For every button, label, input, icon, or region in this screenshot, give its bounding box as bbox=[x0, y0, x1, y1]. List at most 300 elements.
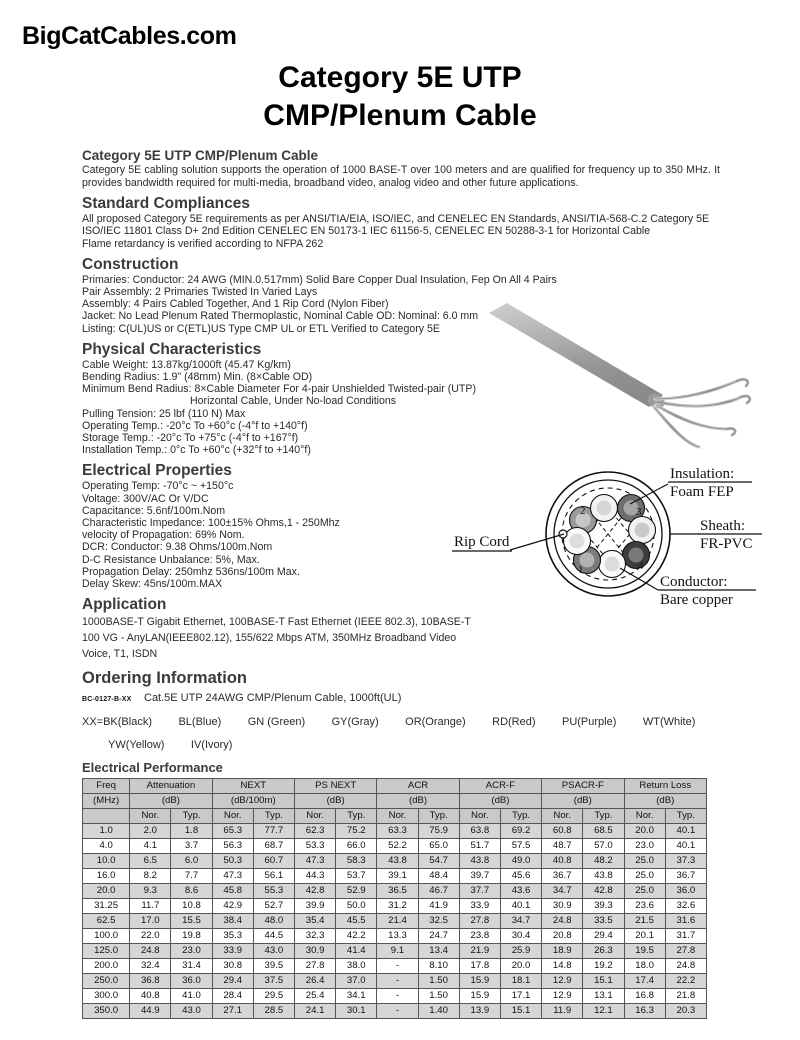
table-cell: 8.10 bbox=[418, 959, 459, 974]
table-cell: 26.3 bbox=[583, 944, 624, 959]
table-cell: 34.7 bbox=[500, 914, 541, 929]
table-cell: 69.2 bbox=[500, 824, 541, 839]
table-cell: 50.0 bbox=[336, 899, 377, 914]
table-cell: 39.7 bbox=[459, 869, 500, 884]
cell-frequency: 100.0 bbox=[83, 929, 130, 944]
table-cell: 17.8 bbox=[459, 959, 500, 974]
table-cell: 32.5 bbox=[418, 914, 459, 929]
th-unit-attenuation: (dB) bbox=[130, 794, 212, 809]
pair-label-2: 2 bbox=[580, 505, 586, 517]
table-cell: 20.1 bbox=[624, 929, 665, 944]
table-cell: 18.0 bbox=[624, 959, 665, 974]
color-option-6: PU(Purple) bbox=[561, 716, 617, 729]
table-header-row-group-names bbox=[83, 779, 707, 794]
table-cell: 17.4 bbox=[624, 974, 665, 989]
construction-heading: Construction bbox=[82, 255, 179, 273]
th-sub-attenuation-nor: Nor. bbox=[130, 809, 171, 824]
table-cell: 39.3 bbox=[583, 899, 624, 914]
table-cell: 36.8 bbox=[130, 974, 171, 989]
ordering-information-heading: Ordering Information bbox=[82, 669, 247, 688]
th-unit-acr: (dB) bbox=[377, 794, 459, 809]
table-cell: 63.3 bbox=[377, 824, 418, 839]
table-cell: 15.9 bbox=[459, 989, 500, 1004]
table-cell: 27.8 bbox=[665, 944, 706, 959]
table-cell: - bbox=[377, 1004, 418, 1019]
th-sub-acr-nor: Nor. bbox=[377, 809, 418, 824]
table-cell: 42.8 bbox=[583, 884, 624, 899]
table-cell: 39.5 bbox=[253, 959, 294, 974]
cell-frequency: 350.0 bbox=[83, 1004, 130, 1019]
table-cell: 42.9 bbox=[212, 899, 253, 914]
table-cell: 24.8 bbox=[542, 914, 583, 929]
table-cell: 37.5 bbox=[253, 974, 294, 989]
table-cell: 27.8 bbox=[294, 959, 335, 974]
table-cell: 56.3 bbox=[212, 839, 253, 854]
table-cell: 30.9 bbox=[542, 899, 583, 914]
table-cell: 20.0 bbox=[500, 959, 541, 974]
table-row bbox=[83, 959, 707, 974]
table-cell: 25.4 bbox=[294, 989, 335, 1004]
cell-frequency: 10.0 bbox=[83, 854, 130, 869]
table-cell: 9.1 bbox=[377, 944, 418, 959]
table-cell: 21.8 bbox=[665, 989, 706, 1004]
electrical-line-6: D-C Resistance Unbalance: 5%, Max. bbox=[82, 553, 260, 566]
electrical-line-5: DCR: Conductor: 9.38 Ohms/100m.Nom bbox=[82, 541, 273, 554]
table-cell: 36.0 bbox=[171, 974, 212, 989]
standard-compliances-line-0: All proposed Category 5E requirements as per ANSI/TIA/EIA, ISO/IEC, and CENELEC EN Standards, ANSI/TIA-568-C.2 Category 5E bbox=[82, 213, 710, 226]
intro-heading: Category 5E UTP CMP/Plenum Cable bbox=[82, 148, 319, 163]
table-cell: 20.3 bbox=[665, 1004, 706, 1019]
color-option-5: RD(Red) bbox=[492, 716, 536, 729]
table-cell: 34.1 bbox=[336, 989, 377, 1004]
standard-compliances-line-1: ISO/IEC 11801 Class D+ 2nd Edition CENELEC EN 50173-1 IEC 61156-5, CENELEC EN 50288-3-1 for Horizontal Cable bbox=[82, 225, 651, 238]
table-cell: 13.4 bbox=[418, 944, 459, 959]
construction-line-1: Pair Assembly: 2 Primaries Twisted In Varied Lays bbox=[82, 286, 318, 298]
table-cell: 45.5 bbox=[336, 914, 377, 929]
table-cell: 7.7 bbox=[171, 869, 212, 884]
table-cell: 6.0 bbox=[171, 854, 212, 869]
table-cell: 15.5 bbox=[171, 914, 212, 929]
pair-label-4: 4 bbox=[638, 560, 644, 572]
ordering-description: Cat.5E UTP 24AWG CMP/Plenum Cable, 1000ft(UL) bbox=[144, 692, 402, 705]
table-cell: 75.2 bbox=[336, 824, 377, 839]
table-cell: 40.8 bbox=[130, 989, 171, 1004]
electrical-performance-table bbox=[82, 778, 707, 1019]
table-cell: 29.4 bbox=[212, 974, 253, 989]
table-cell: 24.8 bbox=[665, 959, 706, 974]
th-group-next: NEXT bbox=[212, 779, 294, 794]
table-cell: 56.1 bbox=[253, 869, 294, 884]
table-cell: 21.5 bbox=[624, 914, 665, 929]
table-cell: 38.0 bbox=[336, 959, 377, 974]
table-cell: 18.1 bbox=[500, 974, 541, 989]
electrical-line-0: Operating Temp: -70°c ~ +150°c bbox=[82, 480, 234, 493]
table-cell: 21.9 bbox=[459, 944, 500, 959]
electrical-line-7: Propagation Delay: 250mhz 536ns/100m Max. bbox=[82, 565, 300, 578]
table-cell: 12.9 bbox=[542, 989, 583, 1004]
table-cell: 3.7 bbox=[171, 839, 212, 854]
table-cell: 40.1 bbox=[665, 839, 706, 854]
table-row bbox=[83, 1004, 707, 1019]
table-cell: 2.0 bbox=[130, 824, 171, 839]
table-cell: 48.0 bbox=[253, 914, 294, 929]
table-cell: 27.1 bbox=[212, 1004, 253, 1019]
table-cell: 43.6 bbox=[500, 884, 541, 899]
table-cell: 49.0 bbox=[500, 854, 541, 869]
table-cell: 47.3 bbox=[294, 854, 335, 869]
table-cell: 24.7 bbox=[418, 929, 459, 944]
table-cell: 9.3 bbox=[130, 884, 171, 899]
table-cell: 29.5 bbox=[253, 989, 294, 1004]
table-cell: 68.5 bbox=[583, 824, 624, 839]
table-cell: 47.3 bbox=[212, 869, 253, 884]
table-cell: 22.0 bbox=[130, 929, 171, 944]
table-cell: 8.2 bbox=[130, 869, 171, 884]
table-row bbox=[83, 839, 707, 854]
physical-line-6: Storage Temp.: -20°c To +75°c (-4°f to +167°f) bbox=[82, 432, 299, 445]
table-cell: 11.7 bbox=[130, 899, 171, 914]
table-cell: 1.8 bbox=[171, 824, 212, 839]
table-cell: 1.50 bbox=[418, 989, 459, 1004]
table-cell: 13.9 bbox=[459, 1004, 500, 1019]
table-cell: 44.5 bbox=[253, 929, 294, 944]
electrical-properties-heading: Electrical Properties bbox=[82, 462, 232, 480]
table-cell: 27.8 bbox=[459, 914, 500, 929]
table-cell: 60.7 bbox=[253, 854, 294, 869]
table-cell: 51.7 bbox=[459, 839, 500, 854]
table-header bbox=[83, 779, 707, 824]
cell-frequency: 125.0 bbox=[83, 944, 130, 959]
th-sub-attenuation-typ: Typ. bbox=[171, 809, 212, 824]
table-cell: 35.4 bbox=[294, 914, 335, 929]
table-body bbox=[83, 824, 707, 1019]
table-cell: 20.0 bbox=[624, 824, 665, 839]
table-cell: 13.3 bbox=[377, 929, 418, 944]
table-cell: 24.8 bbox=[130, 944, 171, 959]
table-cell: 66.0 bbox=[336, 839, 377, 854]
th-sub-next-nor: Nor. bbox=[212, 809, 253, 824]
table-cell: 36.0 bbox=[665, 884, 706, 899]
physical-line-7: Installation Temp.: 0°c To +60°c (+32°f to +140°f) bbox=[82, 444, 311, 457]
table-cell: 21.4 bbox=[377, 914, 418, 929]
color-option-7: WT(White) bbox=[642, 716, 696, 729]
table-cell: - bbox=[377, 989, 418, 1004]
table-row bbox=[83, 944, 707, 959]
table-header-row-subheaders bbox=[83, 809, 707, 824]
table-cell: 42.8 bbox=[294, 884, 335, 899]
physical-characteristics-list bbox=[82, 359, 722, 457]
page-title bbox=[0, 62, 800, 132]
table-cell: 41.0 bbox=[171, 989, 212, 1004]
cell-frequency: 1.0 bbox=[83, 824, 130, 839]
table-row bbox=[83, 974, 707, 989]
th-sub-next-typ: Typ. bbox=[253, 809, 294, 824]
table-cell: 52.7 bbox=[253, 899, 294, 914]
table-cell: 15.1 bbox=[583, 974, 624, 989]
table-cell: 57.0 bbox=[583, 839, 624, 854]
th-unit-return-loss: (dB) bbox=[624, 794, 706, 809]
table-cell: 37.3 bbox=[665, 854, 706, 869]
table-header-row-units bbox=[83, 794, 707, 809]
th-unit-freq: (MHz) bbox=[83, 794, 130, 809]
cell-frequency: 20.0 bbox=[83, 884, 130, 899]
table-cell: 26.4 bbox=[294, 974, 335, 989]
table-cell: 33.9 bbox=[212, 944, 253, 959]
table-cell: 25.0 bbox=[624, 884, 665, 899]
table-cell: 53.3 bbox=[294, 839, 335, 854]
table-cell: 65.0 bbox=[418, 839, 459, 854]
table-cell: 11.9 bbox=[542, 1004, 583, 1019]
table-cell: 45.6 bbox=[500, 869, 541, 884]
table-cell: 25.9 bbox=[500, 944, 541, 959]
table-cell: 16.8 bbox=[624, 989, 665, 1004]
cell-frequency: 250.0 bbox=[83, 974, 130, 989]
th-sub-psnext-nor: Nor. bbox=[294, 809, 335, 824]
table-cell: 55.3 bbox=[253, 884, 294, 899]
table-cell: 25.0 bbox=[624, 869, 665, 884]
table-cell: 4.1 bbox=[130, 839, 171, 854]
table-cell: 40.1 bbox=[500, 899, 541, 914]
table-cell: 43.0 bbox=[171, 1004, 212, 1019]
label-insulation-line1: Insulation: bbox=[670, 466, 735, 482]
label-conductor-line2: Bare copper bbox=[660, 592, 733, 608]
intro-body: Category 5E cabling solution supports the operation of 1000 BASE-T over 100 meters and are qualified for frequency up to 350 MHz. It provides bandwidth required for multi-media, broadband video, analog video and other future applications. bbox=[82, 164, 720, 189]
brand-logo-text: BigCatCables.com bbox=[22, 22, 237, 50]
table-cell: 23.0 bbox=[171, 944, 212, 959]
th-sub-rl-typ: Typ. bbox=[665, 809, 706, 824]
color-option-0: XX=BK(Black) bbox=[82, 716, 152, 729]
th-sub-psacrf-nor: Nor. bbox=[542, 809, 583, 824]
table-cell: - bbox=[377, 959, 418, 974]
table-cell: 31.7 bbox=[665, 929, 706, 944]
table-cell: 18.9 bbox=[542, 944, 583, 959]
content-column bbox=[82, 148, 722, 1019]
table-cell: 38.4 bbox=[212, 914, 253, 929]
table-cell: 37.7 bbox=[459, 884, 500, 899]
electrical-performance-block bbox=[82, 760, 722, 1019]
label-conductor-line1: Conductor: bbox=[660, 574, 728, 590]
th-sub-acrf-typ: Typ. bbox=[500, 809, 541, 824]
table-cell: 25.0 bbox=[624, 854, 665, 869]
th-unit-ps-next: (dB) bbox=[294, 794, 376, 809]
table-cell: 37.0 bbox=[336, 974, 377, 989]
physical-line-3: Horizontal Cable, Under No-load Conditions bbox=[190, 395, 397, 408]
construction-line-3: Jacket: No Lead Plenum Rated Thermoplastic, Nominal Cable OD: Nominal: 6.0 mm bbox=[82, 310, 479, 323]
table-cell: 43.8 bbox=[377, 854, 418, 869]
table-cell: 12.1 bbox=[583, 1004, 624, 1019]
table-cell: 22.2 bbox=[665, 974, 706, 989]
table-cell: 6.5 bbox=[130, 854, 171, 869]
th-sub-acrf-nor: Nor. bbox=[459, 809, 500, 824]
color-option-8: YW(Yellow) bbox=[108, 739, 165, 752]
table-cell: 48.2 bbox=[583, 854, 624, 869]
electrical-line-1: Voltage: 300V/AC Or V/DC bbox=[82, 492, 209, 505]
th-sub-blank bbox=[83, 809, 130, 824]
physical-characteristics-heading: Physical Characteristics bbox=[82, 340, 262, 358]
table-cell: 28.4 bbox=[212, 989, 253, 1004]
th-sub-acr-typ: Typ. bbox=[418, 809, 459, 824]
table-cell: 48.4 bbox=[418, 869, 459, 884]
table-cell: 65.3 bbox=[212, 824, 253, 839]
table-cell: 34.7 bbox=[542, 884, 583, 899]
table-cell: 31.2 bbox=[377, 899, 418, 914]
cell-frequency: 16.0 bbox=[83, 869, 130, 884]
construction-line-0: Primaries: Conductor: 24 AWG (MIN.0.517mm) Solid Bare Copper Dual Insulation, Fep On All 4 Pairs bbox=[82, 273, 557, 286]
table-cell: 57.5 bbox=[500, 839, 541, 854]
table-cell: 68.7 bbox=[253, 839, 294, 854]
label-rip-cord: Rip Cord bbox=[454, 534, 510, 550]
table-cell: 15.1 bbox=[500, 1004, 541, 1019]
th-sub-rl-nor: Nor. bbox=[624, 809, 665, 824]
ordering-part-number: BC-0127-B-XX bbox=[82, 696, 132, 704]
table-cell: 75.9 bbox=[418, 824, 459, 839]
th-sub-psnext-typ: Typ. bbox=[336, 809, 377, 824]
electrical-performance-heading: Electrical Performance bbox=[82, 760, 223, 776]
th-unit-acr-f: (dB) bbox=[459, 794, 541, 809]
physical-line-2: Minimum Bend Radius: 8×Cable Diameter For 4-pair Unshielded Twisted-pair (UTP) bbox=[82, 383, 476, 396]
th-unit-psacr-f: (dB) bbox=[542, 794, 624, 809]
standard-compliances-list bbox=[82, 213, 722, 250]
table-cell: 33.9 bbox=[459, 899, 500, 914]
table-cell: 12.9 bbox=[542, 974, 583, 989]
table-cell: 15.9 bbox=[459, 974, 500, 989]
table-cell: 62.3 bbox=[294, 824, 335, 839]
th-unit-next: (dB/100m) bbox=[212, 794, 294, 809]
table-row bbox=[83, 929, 707, 944]
page-title-line-2: CMP/Plenum Cable bbox=[263, 99, 537, 132]
table-cell: 46.7 bbox=[418, 884, 459, 899]
ordering-information-block bbox=[82, 690, 722, 753]
table-cell: 30.1 bbox=[336, 1004, 377, 1019]
construction-line-2: Assembly: 4 Pairs Cabled Together, And 1 Rip Cord (Nylon Fiber) bbox=[82, 298, 389, 311]
table-cell: 33.5 bbox=[583, 914, 624, 929]
table-cell: 29.4 bbox=[583, 929, 624, 944]
color-option-1: BL(Blue) bbox=[178, 716, 222, 729]
electrical-line-8: Delay Skew: 45ns/100m.MAX bbox=[82, 578, 223, 591]
cell-frequency: 31.25 bbox=[83, 899, 130, 914]
application-line-2: Voice, T1, ISDN bbox=[82, 648, 158, 661]
table-cell: 10.8 bbox=[171, 899, 212, 914]
table-cell: 1.40 bbox=[418, 1004, 459, 1019]
physical-line-0: Cable Weight: 13.87kg/1000ft (45.47 Kg/km) bbox=[82, 358, 291, 371]
label-insulation-line2: Foam FEP bbox=[670, 484, 734, 500]
table-cell: 36.5 bbox=[377, 884, 418, 899]
table-cell: 53.7 bbox=[336, 869, 377, 884]
cell-frequency: 300.0 bbox=[83, 989, 130, 1004]
table-cell: 1.50 bbox=[418, 974, 459, 989]
physical-line-5: Operating Temp.: -20°c To +60°c (-4°f to +140°f) bbox=[82, 419, 308, 432]
table-row bbox=[83, 914, 707, 929]
table-cell: 36.7 bbox=[542, 869, 583, 884]
physical-line-4: Pulling Tension: 25 lbf (110 N) Max bbox=[82, 407, 246, 420]
application-list bbox=[82, 614, 722, 662]
table-cell: 54.7 bbox=[418, 854, 459, 869]
physical-line-1: Bending Radius: 1.9" (48mm) Min. (8×Cable OD) bbox=[82, 371, 313, 384]
table-cell: 19.2 bbox=[583, 959, 624, 974]
th-group-return-loss: Return Loss bbox=[624, 779, 706, 794]
table-cell: 36.7 bbox=[665, 869, 706, 884]
page-title-line-1: Category 5E UTP bbox=[278, 61, 522, 94]
ordering-part-line bbox=[82, 690, 722, 708]
table-cell: 23.0 bbox=[624, 839, 665, 854]
th-group-acr: ACR bbox=[377, 779, 459, 794]
electrical-properties-list bbox=[82, 480, 722, 590]
table-cell: 24.1 bbox=[294, 1004, 335, 1019]
table-cell: 43.8 bbox=[459, 854, 500, 869]
table-cell: 30.4 bbox=[500, 929, 541, 944]
color-option-4: OR(Orange) bbox=[405, 716, 466, 729]
table-cell: 39.1 bbox=[377, 869, 418, 884]
th-group-psacr-f: PSACR-F bbox=[542, 779, 624, 794]
table-cell: 42.2 bbox=[336, 929, 377, 944]
table-row bbox=[83, 989, 707, 1004]
th-group-ps-next: PS NEXT bbox=[294, 779, 376, 794]
standard-compliances-heading: Standard Compliances bbox=[82, 195, 250, 213]
ordering-colors-row-2 bbox=[82, 735, 722, 753]
th-group-attenuation: Attenuation bbox=[130, 779, 212, 794]
ordering-colors-row-1 bbox=[82, 712, 722, 730]
table-row bbox=[83, 899, 707, 914]
th-group-acr-f: ACR-F bbox=[459, 779, 541, 794]
application-line-0: 1000BASE-T Gigabit Ethernet, 100BASE-T Fast Ethernet (IEEE 802.3), 10BASE-T bbox=[82, 616, 471, 629]
table-cell: 63.8 bbox=[459, 824, 500, 839]
table-cell: 16.3 bbox=[624, 1004, 665, 1019]
table-cell: 23.8 bbox=[459, 929, 500, 944]
label-sheath-line2: FR-PVC bbox=[700, 536, 753, 552]
application-heading: Application bbox=[82, 596, 167, 614]
color-option-3: GY(Gray) bbox=[331, 716, 379, 729]
pair-label-1: 1 bbox=[578, 564, 584, 576]
construction-line-4: Listing: C(UL)US or C(ETL)US Type CMP UL or ETL Verified to Category 5E bbox=[82, 322, 440, 335]
table-cell: 17.1 bbox=[500, 989, 541, 1004]
table-cell: 13.1 bbox=[583, 989, 624, 1004]
table-cell: 48.7 bbox=[542, 839, 583, 854]
electrical-line-2: Capacitance: 5.6nf/100m.Nom bbox=[82, 504, 226, 517]
cell-frequency: 4.0 bbox=[83, 839, 130, 854]
table-cell: 50.3 bbox=[212, 854, 253, 869]
table-cell: 41.9 bbox=[418, 899, 459, 914]
table-cell: 32.4 bbox=[130, 959, 171, 974]
table-cell: 77.7 bbox=[253, 824, 294, 839]
label-sheath-line1: Sheath: bbox=[700, 518, 745, 534]
table-cell: 17.0 bbox=[130, 914, 171, 929]
pair-label-3: 3 bbox=[636, 506, 642, 518]
table-row bbox=[83, 824, 707, 839]
table-cell: 39.9 bbox=[294, 899, 335, 914]
cell-frequency: 62.5 bbox=[83, 914, 130, 929]
table-cell: 30.9 bbox=[294, 944, 335, 959]
table-cell: 52.2 bbox=[377, 839, 418, 854]
table-cell: 23.6 bbox=[624, 899, 665, 914]
table-cell: - bbox=[377, 974, 418, 989]
construction-list bbox=[82, 274, 722, 335]
table-cell: 32.3 bbox=[294, 929, 335, 944]
th-sub-psacrf-typ: Typ. bbox=[583, 809, 624, 824]
table-cell: 43.0 bbox=[253, 944, 294, 959]
table-cell: 19.8 bbox=[171, 929, 212, 944]
table-row bbox=[83, 884, 707, 899]
cell-frequency: 200.0 bbox=[83, 959, 130, 974]
table-cell: 31.4 bbox=[171, 959, 212, 974]
table-cell: 20.8 bbox=[542, 929, 583, 944]
electrical-line-3: Characteristic Impedance: 100±15% Ohms,1 - 250Mhz bbox=[82, 517, 340, 530]
table-cell: 43.8 bbox=[583, 869, 624, 884]
color-option-2: GN (Green) bbox=[247, 716, 306, 729]
electrical-line-4: velocity of Propagation: 69% Nom. bbox=[82, 529, 245, 542]
table-cell: 52.9 bbox=[336, 884, 377, 899]
table-cell: 58.3 bbox=[336, 854, 377, 869]
table-cell: 30.8 bbox=[212, 959, 253, 974]
